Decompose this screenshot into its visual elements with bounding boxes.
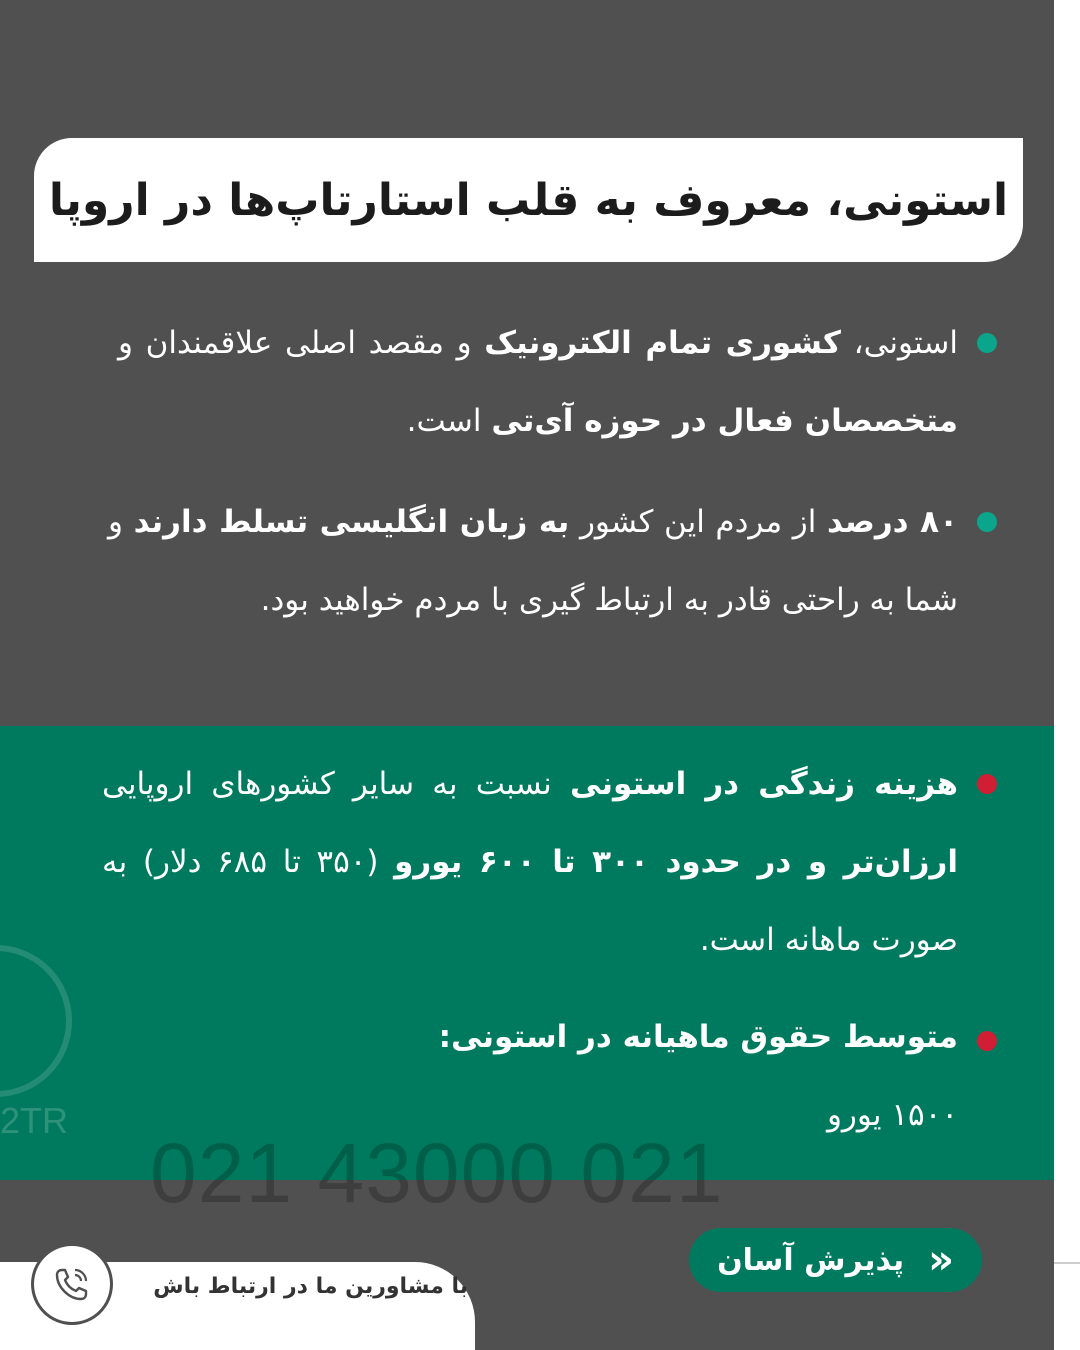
bullet-1-bold-b: متخصصان فعال در حوزه آی‌تی: [491, 403, 958, 439]
watermark-logo-text: 2TR: [0, 1100, 69, 1141]
bullet-1-text-a: استونی،: [840, 325, 958, 361]
bullet-item-2: [108, 483, 958, 639]
bullet-2-bold-a: ۸۰ درصد: [826, 504, 958, 540]
watermark-phone: 021 43000 021: [150, 1126, 724, 1220]
easy-admission-label: پذیرش آسان: [717, 1242, 905, 1278]
bullet-1-text-b: و مقصد اصلی علاقمندان و: [118, 325, 485, 361]
bullet-3-bold-a: هزینه زندگی در استونی: [570, 766, 959, 802]
bullet-dot-3: [977, 774, 997, 794]
right-margin-strip: [1054, 0, 1080, 1350]
bullet-2-text-a: از مردم این کشور: [569, 504, 827, 540]
double-chevron-left-icon: «: [928, 1237, 954, 1283]
title-card: [34, 138, 1023, 262]
bullet-dot-1: [977, 333, 997, 353]
bullet-dot-2: [977, 512, 997, 532]
bullet-2-bold-b: به زبان انگلیسی تسلط دارند: [133, 504, 570, 540]
bullet-1-text-c: است.: [406, 403, 492, 439]
bullet-item-3: [102, 745, 958, 979]
salary-heading: متوسط حقوق ماهیانه در استونی:: [438, 1019, 958, 1055]
bullet-3-text-b: (۳۵۰ تا ۶۸۵ دلار) به صورت ماهانه است.: [102, 844, 958, 958]
right-margin-divider: [1054, 1262, 1080, 1264]
phone-call-icon: [50, 1262, 94, 1306]
easy-admission-button[interactable]: [689, 1228, 982, 1292]
bullet-1-bold-a: کشوری تمام الکترونیک: [484, 325, 841, 361]
phone-call-button[interactable]: [34, 1246, 110, 1322]
page-title: استونی، معروف به قلب استارتاپ‌ها در اروپا: [48, 174, 1009, 226]
bullet-3-bold-b: ارزان‌تر و در حدود ۳۰۰ تا ۶۰۰ یورو: [394, 844, 959, 880]
bullet-item-1: [118, 304, 958, 460]
salary-value: ۱۵۰۰ یورو: [826, 1097, 958, 1133]
bullet-2-text-b: و شما به راحتی قادر به ارتباط گیری با مردم خواهید بود.: [108, 504, 958, 618]
contact-text: با مشاورین ما در ارتباط باش: [153, 1274, 468, 1299]
bullet-dot-4: [977, 1031, 997, 1051]
bullet-3-text-a: نسبت به سایر کشورهای اروپایی: [102, 766, 570, 802]
